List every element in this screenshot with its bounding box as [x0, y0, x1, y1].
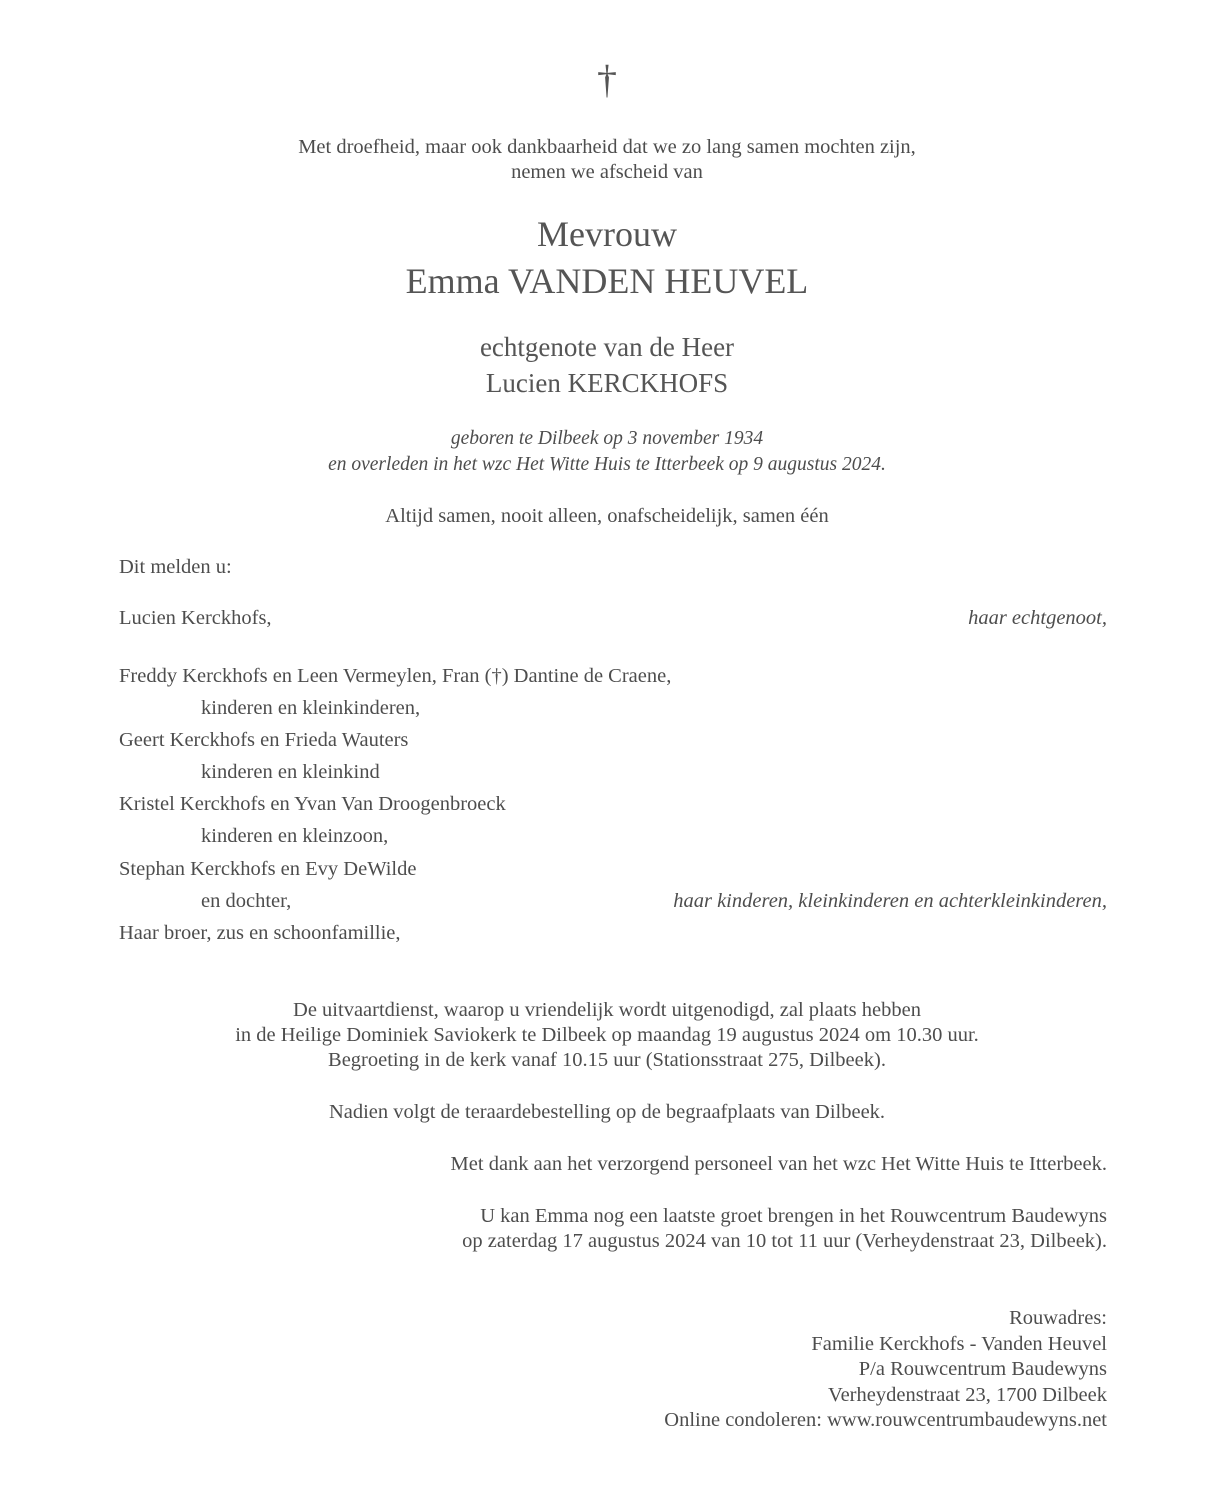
- intro-line-1: Met droefheid, maar ook dankbaarheid dat we zo lang samen mochten zijn,: [298, 136, 916, 158]
- service-line-2: in de Heilige Dominiek Saviokerk te Dilbeek op maandag 19 augustus 2024 om 10.30 uur.: [235, 1024, 979, 1046]
- spouse-name: Lucien KERCKHOFS: [485, 368, 729, 398]
- husband-role: haar echtgenoot,: [968, 607, 1107, 629]
- service-line-3: Begroeting in de kerk vanaf 10.15 uur (Stationsstraat 275, Dilbeek).: [328, 1049, 886, 1071]
- intro-line-2: nemen we afscheid van: [511, 161, 703, 183]
- family-line: en dochter,: [201, 890, 292, 912]
- visit-line-1: U kan Emma nog een laatste groet brengen in het Rouwcentrum Baudewyns: [480, 1205, 1107, 1227]
- family-line: Stephan Kerckhofs en Evy DeWilde: [119, 858, 417, 880]
- family-line: Haar broer, zus en schoonfamillie,: [119, 922, 401, 944]
- family-line: Kristel Kerckhofs en Yvan Van Droogenbroeck: [119, 793, 506, 815]
- family-role: haar kinderen, kleinkinderen en achterkleinkinderen,: [673, 890, 1107, 912]
- family-line: kinderen en kleinkinderen,: [201, 697, 421, 719]
- announce-label: Dit melden u:: [119, 556, 232, 578]
- death-line: en overleden in het wzc Het Witte Huis te Itterbeek op 9 augustus 2024.: [328, 454, 886, 475]
- visit-line-2: op zaterdag 17 augustus 2024 van 10 tot 11 uur (Verheydenstraat 23, Dilbeek).: [462, 1230, 1107, 1252]
- address-label: Rouwadres:: [1009, 1307, 1107, 1329]
- condolence-link[interactable]: Online condoleren: www.rouwcentrumbaudewyns.net: [664, 1409, 1107, 1431]
- family-line: Freddy Kerckhofs en Leen Vermeylen, Fran (†) Dantine de Craene,: [119, 665, 672, 687]
- service-line-1: De uitvaartdienst, waarop u vriendelijk wordt uitgenodigd, zal plaats hebben: [293, 999, 921, 1021]
- motto: Altijd samen, nooit alleen, onafscheidelijk, samen één: [385, 505, 829, 527]
- deceased-title: Mevrouw: [537, 214, 677, 254]
- spouse-relation: echtgenote van de Heer: [479, 332, 735, 362]
- family-line: kinderen en kleinkind: [201, 761, 380, 783]
- birth-line: geboren te Dilbeek op 3 november 1934: [450, 428, 764, 449]
- family-line: kinderen en kleinzoon,: [201, 825, 389, 847]
- husband-name: Lucien Kerckhofs,: [119, 607, 272, 629]
- address-care-of: P/a Rouwcentrum Baudewyns: [858, 1358, 1107, 1380]
- thanks-line: Met dank aan het verzorgend personeel van het wzc Het Witte Huis te Itterbeek.: [450, 1153, 1107, 1175]
- cross-icon: †: [597, 57, 617, 102]
- deceased-name: Emma VANDEN HEUVEL: [405, 261, 809, 301]
- address-family: Familie Kerckhofs - Vanden Heuvel: [811, 1333, 1107, 1355]
- address-street: Verheydenstraat 23, 1700 Dilbeek: [828, 1384, 1107, 1406]
- family-line: Geert Kerckhofs en Frieda Wauters: [119, 729, 409, 751]
- burial-line: Nadien volgt de teraardebestelling op de begraafplaats van Dilbeek.: [328, 1101, 886, 1123]
